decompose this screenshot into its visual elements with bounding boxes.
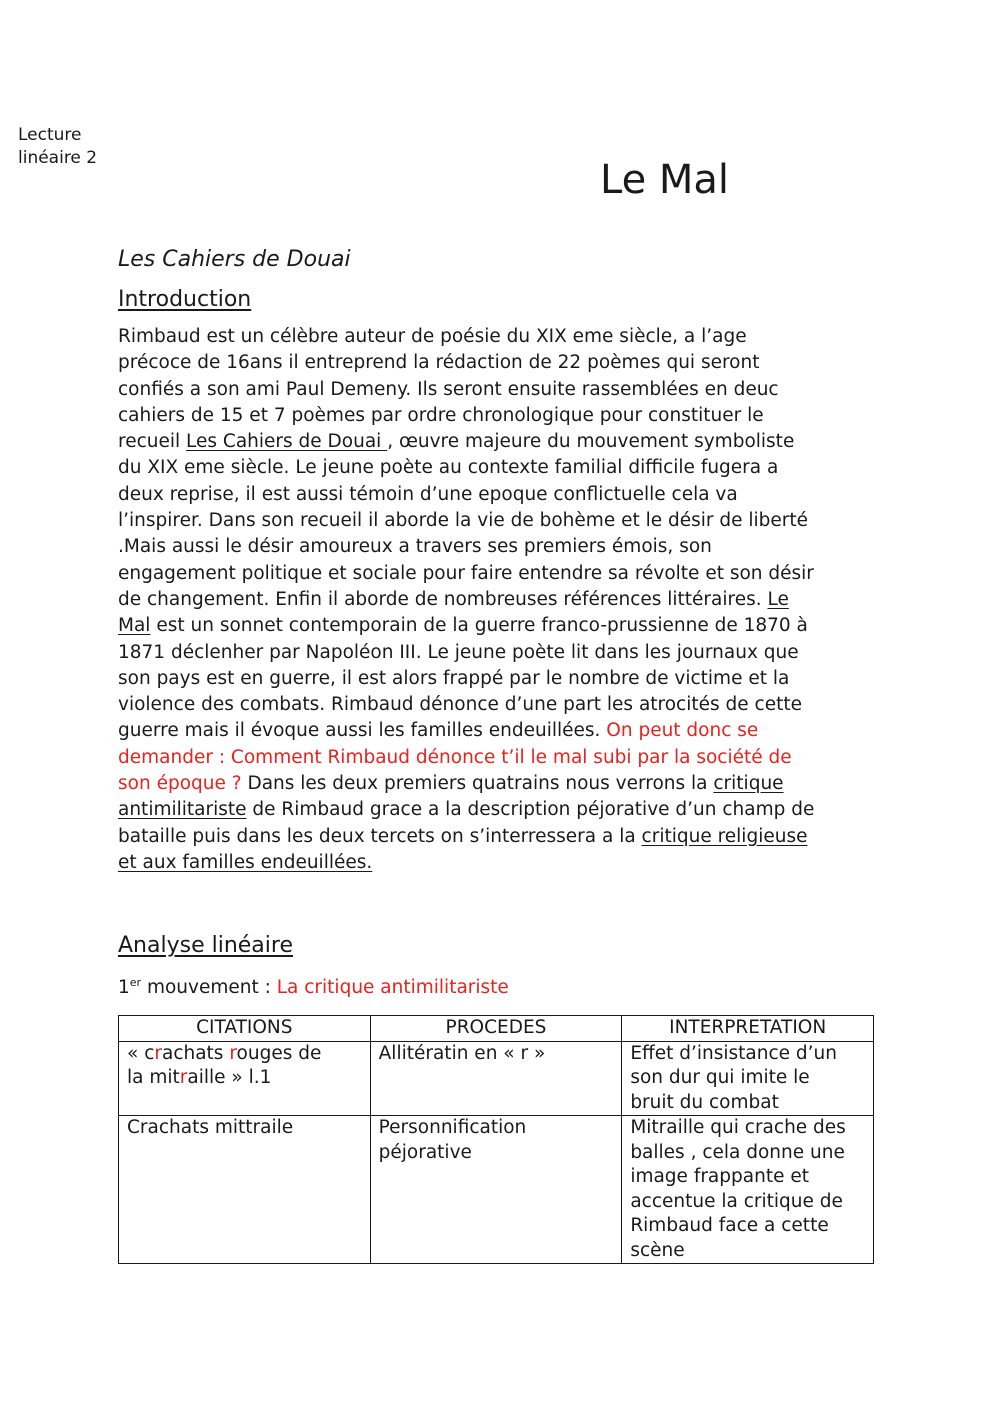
citation-cell (119, 1041, 371, 1116)
intro-text-part-5: de Rimbaud grace a la description péjorative d’un champ de bataille puis dans les deux tercets on s’interressera a la (118, 799, 815, 847)
introduction-heading (118, 284, 878, 324)
interpretation-cell: Mitraille qui crache des balles , cela donne une image frappante et accentue la critique de Rimbaud face a cette scène (622, 1116, 874, 1264)
citation-fragment: achats (161, 1042, 230, 1064)
page-title: Le Mal (600, 157, 730, 203)
citation-cell: Crachats mittraile (119, 1116, 371, 1264)
highlighted-letter: r (179, 1067, 188, 1089)
citation-fragment: ouges de la mit (127, 1042, 322, 1089)
procede-cell: Allitératin en « r » (370, 1041, 622, 1116)
side-label-line-2: linéaire 2 (18, 148, 98, 168)
citation-fragment: « c (127, 1042, 155, 1064)
problematique: On peut donc se demander : Comment Rimbaud dénonce t’il le mal subi par la société de son époque ? (118, 720, 792, 795)
document-body (118, 244, 878, 1264)
interpretation-cell: Effet d’insistance d’un son dur qui imite le bruit du combat (622, 1041, 874, 1116)
introduction-paragraph (118, 324, 878, 876)
analysis-table (118, 1015, 874, 1264)
mouvement-label (118, 970, 878, 1001)
critique-antimilitariste-part-1: critique (713, 773, 784, 795)
header-citations: CITATIONS (119, 1016, 371, 1042)
procede-cell: Personnification péjorative (370, 1116, 622, 1264)
analysis-heading: Analyse linéaire (118, 933, 293, 959)
mouvement-text: mouvement : (141, 977, 277, 999)
intro-text-part-1: Rimbaud est un célèbre auteur de poésie du XIX eme siècle, a l’age précoce de 16ans il entreprend la rédaction de 22 poèmes qui seront confiés a son ami Paul Demeny. Ils seront ensuite rassemblées en deuc cahiers de 15 et 7 poèmes par ordre chronologique pour constituer le recueil (118, 326, 779, 453)
work-title: Les Cahiers de Douai (186, 431, 388, 453)
intro-text-part-3: est un sonnet contemporain de la guerre franco-prussienne de 1870 à 1871 déclenher par Napoléon III. Le jeune poète lit dans les journaux que son pays est en guerre, il est alors frappé par le nombre de victime et la violence des combats. Rimbaud dénonce d’une part les atrocités de cette guerre mais il évoque aussi les familles endeuillées. (118, 615, 808, 742)
critique-religieuse-part-2: et aux familles endeuillées. (118, 851, 373, 873)
highlighted-letter: r (229, 1042, 237, 1064)
subtitle: Les Cahiers de Douai (118, 247, 351, 272)
header-procedes: PROCEDES (370, 1016, 622, 1042)
critique-religieuse-part-1: critique religieuse (641, 825, 808, 847)
header-interpretation: INTERPRETATION (622, 1016, 874, 1042)
mouvement-number: 1 (118, 977, 130, 999)
critique-antimilitariste-part-2: antimilitariste (118, 799, 247, 821)
mouvement-title: La critique antimilitariste (276, 977, 509, 999)
intro-text-part-4: Dans les deux premiers quatrains nous verrons la (241, 773, 714, 795)
poem-title-part-1: Le (767, 588, 789, 610)
table-header-row (119, 1016, 874, 1042)
table-row (119, 1116, 874, 1264)
highlighted-letter: r (154, 1042, 162, 1064)
table-row (119, 1041, 874, 1116)
poem-title-part-2: Mal (118, 615, 151, 637)
side-label-line-1: Lecture (18, 125, 82, 145)
mouvement-ordinal: er (129, 976, 142, 990)
intro-text-part-2: , œuvre majeure du mouvement symboliste du XIX eme siècle. Le jeune poète au contexte familial difficile fugera a deux reprise, il est aussi témoin d’une epoque conflictuelle cela va l’inspirer. Dans son recueil il aborde la vie de bohème et le désir de liberté .Mais aussi le désir amoureux a travers ses premiers émois, son engagement politique et sociale pour faire entendre sa révolte et son désir de changement. Enfin il aborde de nombreuses références littéraires. (118, 431, 814, 610)
introduction-heading-text: Introduction (118, 287, 252, 312)
side-label (18, 124, 97, 170)
citation-fragment: aille » l.1 (187, 1067, 272, 1089)
